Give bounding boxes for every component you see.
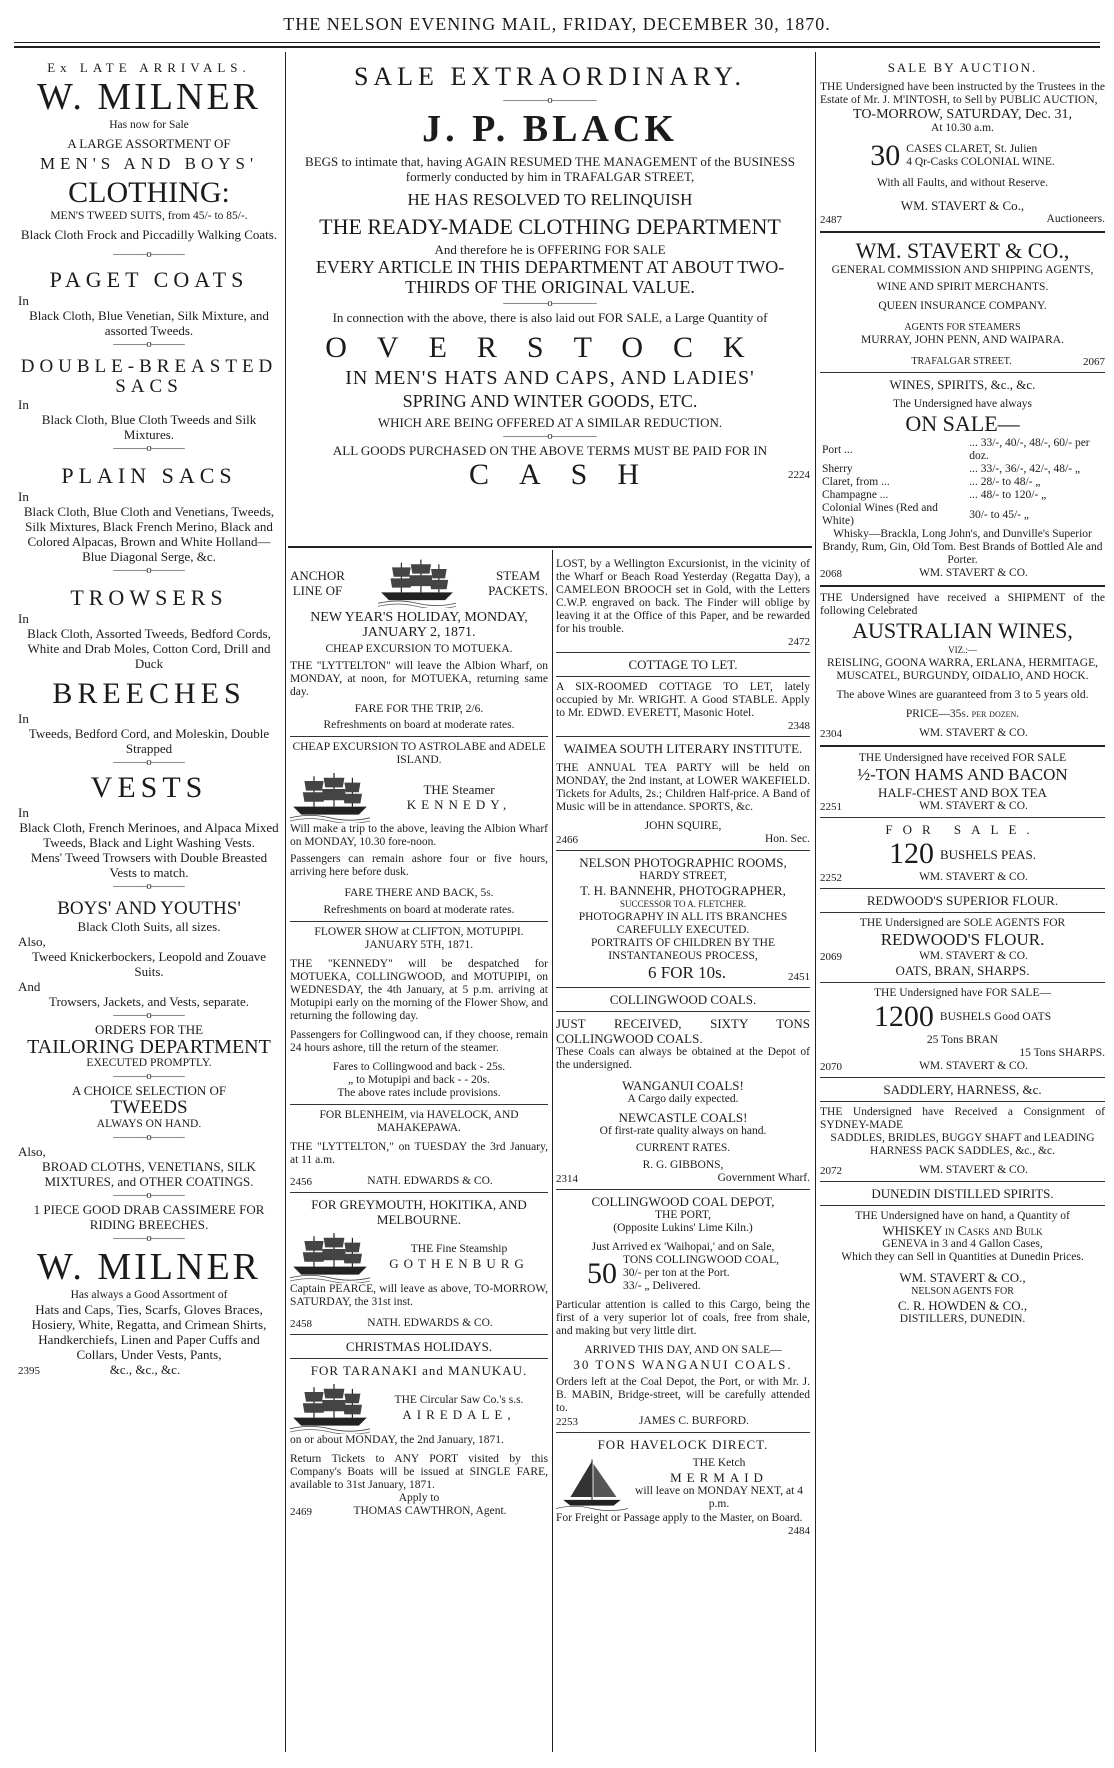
sale-by-auction: SALE BY AUCTION.	[887, 60, 1038, 75]
fare-text: FARE FOR THE TRIP, 2/6.	[354, 703, 484, 715]
ad-number: 2472	[788, 636, 810, 648]
separator: ———o———	[113, 564, 185, 576]
spring-winter-text: SPRING AND WINTER GOODS, ETC.	[402, 391, 698, 411]
portraits-text: PORTRAITS OF CHILDREN BY THE INSTANTANEOUS PROCESS,	[591, 937, 775, 962]
wine-name: Claret, from ...	[822, 476, 890, 488]
wine-name: Port ...	[822, 443, 853, 456]
apply-to: Apply to	[398, 1492, 440, 1504]
claret-cases: CASES CLARET, St. Julien	[906, 143, 1038, 155]
stavert-signature: WM. STAVERT & CO.,	[899, 1270, 1026, 1285]
thirty-number: 30	[870, 139, 901, 172]
table-row	[820, 476, 1105, 489]
ad-number: 2251	[820, 801, 842, 813]
lost-brooch-text: LOST, by a Wellington Excursionist, in the vicinity of the Wharf or Beach Road Yesterday (Regatta Day), a CAMELEON BROOCH set in Gold, with the Letters C.W.P. engraved on back. The Finder will oblige by leaving it at the Office of this Paper, and be rewarded for his trouble.	[556, 558, 810, 635]
separates-text: Trowsers, Jackets, and Vests, separate.	[48, 994, 250, 1009]
ad-number: 2456	[290, 1176, 312, 1188]
broad-cloths-text: BROAD CLOTHS, VENETIANS, SILK MIXTURES, and OTHER COATINGS.	[42, 1159, 256, 1189]
airedale-date: on or about MONDAY, the 2nd January, 1871.	[290, 1434, 504, 1446]
separator: ————o————	[503, 94, 597, 106]
always-text: The Undersigned have always	[893, 398, 1032, 410]
collingwood-passengers: Passengers for Collingwood can, if they choose, remain 24 hours ashore, till the return of the steamer.	[290, 1029, 548, 1054]
howden-name: C. R. HOWDEN & CO.,	[897, 1298, 1028, 1313]
in-label: In	[18, 711, 29, 726]
tweeds-heading: TWEEDS	[110, 1097, 188, 1118]
cottage-heading: COTTAGE TO LET.	[628, 657, 738, 672]
stavert-signature: WM. STAVERT & CO.	[919, 727, 1028, 739]
colonial-wine: 4 Qr-Casks COLONIAL WINE.	[906, 156, 1055, 168]
wine-name: Colonial Wines (Red and White)	[822, 502, 938, 527]
paget-coats-heading: PAGET COATS	[49, 267, 249, 292]
rates-provisions: The above rates include provisions.	[337, 1087, 501, 1099]
blenheim-heading: FOR BLENHEIM, via HAVELOCK, AND MAHAKEPAWA.	[319, 1109, 519, 1134]
hams-bacon: ½-TON HAMS AND BACON	[857, 765, 1068, 784]
refreshments-text: Refreshments on board at moderate rates.	[323, 719, 515, 731]
ad-number: 2068	[820, 568, 842, 580]
wine-spirit: WINE AND SPIRIT MERCHANTS.	[876, 281, 1049, 293]
wine-price: 30/- to 45/- „	[969, 508, 1029, 521]
line-of-label: LINE OF	[292, 583, 343, 598]
ad-number: 2304	[820, 728, 842, 740]
half-chest-tea: HALF-CHEST AND BOX TEA	[878, 785, 1047, 800]
black-name: J. P. BLACK	[422, 108, 678, 150]
price-delivered: 33/- „ Delivered.	[623, 1280, 701, 1292]
stavert-large-name: WM. STAVERT & CO.,	[855, 238, 1070, 263]
offering-text: And therefore he is OFFERING FOR SALE	[434, 242, 666, 257]
viz-label: VIZ.:—	[948, 645, 977, 655]
return-tickets: Return Tickets to ANY PORT visited by this Company's Boats will be issued at SINGLE FARE, available to 31st January, 1871.	[290, 1453, 548, 1491]
wanganui-coals: WANGANUI COALS!	[622, 1078, 744, 1093]
mermaid-name: MERMAID	[670, 1470, 768, 1485]
onetwenty-number: 120	[888, 837, 934, 870]
kennedy-name: KENNEDY,	[406, 797, 512, 812]
coals-obtained: These Coals can always be obtained at the Depot of the undersigned.	[556, 1046, 810, 1071]
milner-intro: Ex LATE ARRIVALS.	[47, 60, 251, 75]
ad-number: 2348	[788, 720, 810, 732]
six-for-ten: 6 FOR 10s.	[648, 963, 726, 982]
trowsers-heading: TROWSERS	[70, 585, 228, 610]
agent-signature: NATH. EDWARDS & CO.	[367, 1317, 493, 1329]
separator: ———o———	[113, 1232, 185, 1244]
cash-heading: CASH	[468, 458, 670, 491]
coal-depot-heading: COLLINGWOOD COAL DEPOT,	[591, 1194, 775, 1209]
column-rule-2	[815, 52, 816, 1752]
separator: ———o———	[113, 880, 185, 892]
bannehr-name: T. H. BANNEHR, PHOTOGRAPHER,	[580, 883, 786, 898]
milner-assortment: A LARGE ASSORTMENT OF	[67, 136, 231, 151]
burford-name: JAMES C. BURFORD.	[639, 1415, 749, 1427]
saddles-text: SADDLES, BRIDLES, BUGGY SHAFT and LEADING HARNESS PACK SADDLES, &c., &c.	[830, 1132, 1095, 1157]
tons-coal: TONS COLLINGWOOD COAL,	[623, 1254, 779, 1266]
overstock-heading: OVERSTOCK	[325, 331, 775, 364]
the-ketch: THE Ketch	[692, 1457, 746, 1469]
separator: ———o———	[113, 756, 185, 768]
ad-number: 2395	[18, 1365, 40, 1377]
ship-icon	[290, 1382, 370, 1434]
cheap-excursion: CHEAP EXCURSION TO MOTUEKA.	[325, 643, 513, 655]
john-squire: JOHN SQUIRE,	[644, 820, 722, 832]
refreshments-text-2: Refreshments on board at moderate rates.	[323, 904, 515, 916]
ad-number: 2458	[290, 1318, 312, 1330]
trafalgar-street: TRAFALGAR STREET.	[911, 356, 1012, 367]
separator: ————o————	[503, 430, 597, 442]
thirty-tons: 30 TONS WANGANUI COALS.	[573, 1357, 793, 1372]
separator: ———o———	[113, 1009, 185, 1021]
consignment-text: THE Undersigned have Received a Consignment of SYDNEY-MADE	[820, 1106, 1105, 1131]
miscellaneous-advertisements	[556, 558, 810, 1537]
milner-name-2: W. MILNER	[36, 1246, 262, 1288]
ship-icon	[290, 1231, 370, 1283]
has-always: Has always a Good Assortment of	[70, 1289, 228, 1301]
gothenburg-name: GOTHENBURG	[389, 1256, 529, 1271]
fifty-number: 50	[587, 1256, 617, 1290]
stavert-name: WM. STAVERT & Co.,	[900, 198, 1025, 213]
guaranteed-text: The above Wines are guaranteed from 3 to 5 years old.	[836, 689, 1089, 701]
redwoods-flour: REDWOOD'S FLOUR.	[880, 930, 1045, 949]
mermaid-leave: will leave on MONDAY NEXT, at 4 p.m.	[635, 1485, 803, 1510]
wine-name: Champagne ...	[822, 489, 889, 501]
in-label: In	[18, 397, 29, 412]
in-label: In	[18, 293, 29, 308]
ad-number: 2067	[1083, 356, 1105, 368]
column-rule-1	[285, 52, 286, 1752]
kennedy-despatch-text: THE "KENNEDY" will be despatched for MOTUEKA, COLLINGWOOD, and MOTUPIPI, on WEDNESDAY, the 4th January, at 5 p.m. arriving at Motupipi early on the morning of the Flower Show, and returning the following day.	[290, 958, 548, 1022]
agents-steamers: AGENTS FOR STEAMERS	[904, 322, 1021, 333]
orders-for-the: ORDERS FOR THE	[94, 1022, 204, 1037]
ad-number: 2252	[820, 872, 842, 884]
ship-icon	[378, 558, 456, 608]
also-label: Also,	[18, 1144, 46, 1159]
packets-label: PACKETS.	[488, 583, 548, 598]
shipping-advertisements	[290, 558, 548, 1518]
auction-instructed: THE Undersigned have been instructed by the Trustees in the Estate of Mr. J. M'INTOSH, to Sell by PUBLIC AUCTION,	[820, 81, 1105, 106]
milner-tweed-suits: MEN'S TWEED SUITS, from 45/- to 85/-.	[50, 210, 248, 222]
auction-time: At 10.30 a.m.	[931, 122, 994, 134]
vests-text: Black Cloth, French Merinoes, and Alpaca Mixed Tweeds, Black and Light Washing Vests.	[19, 820, 279, 850]
australian-wines: AUSTRALIAN WINES,	[852, 618, 1073, 643]
general-commission: GENERAL COMMISSION AND SHIPPING AGENTS,	[831, 264, 1094, 276]
photography-text: PHOTOGRAPHY IN ALL ITS BRANCHES CAREFULLY EXECUTED.	[578, 911, 788, 936]
every-article-text: EVERY ARTICLE IN THIS DEPARTMENT AT ABOUT TWO-THIRDS OF THE ORIGINAL VALUE.	[315, 257, 785, 297]
tons-bran: 25 Tons BRAN	[926, 1034, 999, 1046]
all-goods-text: ALL GOODS PURCHASED ON THE ABOVE TERMS MUST BE PAID FOR IN	[332, 443, 768, 458]
boys-youths-heading: BOYS' AND YOUTHS'	[57, 898, 241, 919]
dunedin-heading: DUNEDIN DISTILLED SPIRITS.	[871, 1186, 1054, 1201]
agent-signature: THOMAS CAWTHRON, Agent.	[353, 1505, 507, 1517]
in-label: In	[18, 611, 29, 626]
auction-date: TO-MORROW, SATURDAY, Dec. 31,	[853, 107, 1072, 122]
black-advertisement	[290, 60, 810, 544]
opposite-lime-kiln: (Opposite Lukins' Lime Kiln.)	[613, 1222, 753, 1234]
ketch-icon	[556, 1456, 628, 1512]
separator: ———o———	[113, 338, 185, 350]
current-rates: CURRENT RATES.	[635, 1142, 731, 1154]
separator: ———o———	[113, 1189, 185, 1201]
also-label: Also,	[18, 934, 46, 949]
government-wharf: Government Wharf.	[717, 1172, 810, 1184]
hams-intro: THE Undersigned have received FOR SALE	[858, 752, 1067, 764]
knickerbockers-text: Tweed Knickerbockers, Leopold and Zouave Suits.	[31, 949, 267, 979]
begs-text: BEGS to intimate that, having AGAIN RESUMED THE MANAGEMENT of the BUSINESS formerly conducted by him in TRAFALGAR STREET,	[305, 154, 795, 184]
masthead-rule-2	[14, 46, 1100, 48]
wine-price-table	[820, 437, 1105, 528]
oats-heading: OATS, BRAN, SHARPS.	[895, 963, 1030, 978]
saddlery-heading: SADDLERY, HARNESS, &c.	[883, 1082, 1042, 1097]
new-years-holiday: NEW YEAR'S HOLIDAY, MONDAY, JANUARY 2, 1871.	[310, 610, 528, 640]
in-label: In	[18, 489, 29, 504]
hon-sec: Hon. Sec.	[764, 833, 810, 845]
ready-made-department: THE READY-MADE CLOTHING DEPARTMENT	[319, 214, 781, 239]
quantity-text: THE Undersigned have on hand, a Quantity of	[855, 1210, 1070, 1222]
wine-price: ... 28/- to 48/- „	[969, 476, 1041, 488]
on-sale: ON SALE—	[905, 411, 1020, 436]
cargo-expected: A Cargo daily expected.	[627, 1093, 739, 1105]
stavert-advertisements	[820, 60, 1105, 1326]
whisky-text: Whisky—Brackla, Long John's, and Dunville's Superior Brandy, Rum, Gin, Old Tom. Best Brands of Bottled Ale and Porter.	[822, 528, 1103, 566]
distillers-dunedin: DISTILLERS, DUNEDIN.	[899, 1313, 1026, 1325]
whiskey-casks: WHISKEY in Casks and Bulk	[882, 1223, 1043, 1238]
breeches-text: Tweeds, Bedford Cord, and Moleskin, Double Strapped	[28, 726, 270, 756]
passengers-text: Passengers can remain ashore four or five hours, arriving here before dusk.	[290, 853, 548, 878]
all-faults: With all Faults, and without Reserve.	[876, 177, 1049, 189]
kennedy-trip-text: Will make a trip to the above, leaving the Albion Wharf on MONDAY, 10.30 fore-noon.	[290, 823, 548, 848]
christmas-heading: CHRISTMAS HOLIDAYS.	[345, 1339, 493, 1354]
taranaki-heading: FOR TARANAKI and MANUKAU.	[310, 1363, 528, 1378]
queen-insurance: QUEEN INSURANCE COMPANY.	[878, 300, 1047, 312]
cottage-text: A SIX-ROOMED COTTAGE TO LET, lately occupied by Mr. WRIGHT. A Good STABLE. Apply to Mr. EDWD. EVERETT, Masonic Hotel.	[556, 681, 810, 719]
orders-left: Orders left at the Coal Depot, the Port, or with Mr. J. B. MABIN, Bridge-street, will be carefully attended to.	[556, 1376, 810, 1414]
sale-extraordinary: SALE EXTRAORDINARY.	[353, 62, 747, 91]
gibbons-name: R. G. GIBBONS,	[642, 1159, 724, 1171]
freight-text: For Freight or Passage apply to the Master, on Board.	[556, 1512, 803, 1524]
wine-price: ... 33/-, 36/-, 42/-, 48/- „	[969, 463, 1081, 475]
table-row	[820, 502, 1105, 528]
tea-party-text: THE ANNUAL TEA PARTY will be held on MONDAY, the 2nd instant, at LOWER WAKEFIELD. Tickets for Adults, 2s.; Children Half-price. A Band of Music will be in attendance. SPORTS, &c.	[556, 762, 810, 813]
fare-there-back: FARE THERE AND BACK, 5s.	[344, 887, 494, 899]
fine-steamship: THE Fine Steamship	[410, 1243, 508, 1255]
similar-reduction-text: WHICH ARE BEING OFFERED AT A SIMILAR REDUCTION.	[377, 415, 723, 430]
milner-has-now: Has now for Sale	[109, 119, 189, 131]
photographic-rooms: NELSON PHOTOGRAPHIC ROOMS,	[579, 855, 787, 870]
ship-icon	[290, 771, 370, 823]
ad-number: 2487	[820, 214, 842, 226]
pearce-text: Captain PEARCE, will leave as above, TO-MORROW, SATURDAY, the 31st inst.	[290, 1283, 548, 1308]
stavert-signature: WM. STAVERT & CO.	[919, 567, 1028, 579]
circular-saw: THE Circular Saw Co.'s s.s.	[394, 1394, 524, 1406]
sole-agents: THE Undersigned are SOLE AGENTS FOR	[859, 917, 1066, 929]
stavert-signature: WM. STAVERT & CO.	[919, 950, 1028, 962]
and-label: And	[18, 979, 41, 994]
stavert-signature: WM. STAVERT & CO.	[919, 871, 1028, 883]
column-rule-3	[552, 550, 553, 1752]
wine-price: ... 33/-, 40/-, 48/-, 60/- per doz.	[969, 437, 1090, 462]
wine-price: ... 48/- to 120/- „	[969, 489, 1047, 501]
anchor-label: ANCHOR	[290, 568, 345, 583]
airedale-name: AIREDALE,	[402, 1407, 516, 1422]
waimea-heading: WAIMEA SOUTH LITERARY INSTITUTE.	[563, 741, 803, 756]
arrived-this-day: ARRIVED THIS DAY, AND ON SALE—	[584, 1344, 782, 1356]
black-bottom-rule	[288, 546, 812, 548]
for-sale-heading: FOR SALE.	[885, 822, 1040, 837]
just-received: JUST RECEIVED, SIXTY TONS COLLINGWOOD COALS.	[556, 1016, 810, 1046]
lyttelton-tuesday: THE "LYTTELTON," on TUESDAY the 3rd January, at 11 a.m.	[290, 1141, 548, 1166]
table-row	[820, 437, 1105, 463]
ad-number: 2070	[820, 1061, 842, 1073]
hardy-street: HARDY STREET,	[639, 870, 727, 882]
tons-sharps: 15 Tons SHARPS.	[1019, 1047, 1105, 1059]
bushels-peas: BUSHELS PEAS.	[939, 846, 1037, 862]
fares-motupipi: „ to Motupipi and back - - 20s.	[348, 1074, 490, 1086]
ad-number: 2466	[556, 834, 578, 846]
flower-show: FLOWER SHOW at CLIFTON, MOTUPIPI. JANUARY 5TH, 1871.	[314, 926, 524, 951]
ad-number: 2253	[556, 1416, 578, 1428]
stavert-signature: WM. STAVERT & CO.	[919, 1060, 1028, 1072]
bushels-oats: BUSHELS Good OATS	[939, 1010, 1052, 1023]
ad-number: 2314	[556, 1173, 578, 1185]
paget-coats-text: Black Cloth, Blue Venetian, Silk Mixture, and assorted Tweeds.	[29, 308, 269, 338]
masthead: THE NELSON EVENING MAIL, FRIDAY, DECEMBER 30, 1870.	[283, 14, 831, 34]
just-arrived: Just Arrived ex 'Waihopai,' and on Sale,	[591, 1241, 775, 1253]
murray-penn: MURRAY, JOHN PENN, AND WAIPARA.	[861, 334, 1064, 346]
separator: ———o———	[113, 1070, 185, 1082]
greymouth-heading: FOR GREYMOUTH, HOKITIKA, AND MELBOURNE.	[311, 1197, 527, 1227]
masthead-rule	[14, 42, 1100, 43]
resolved-text: HE HAS RESOLVED TO RELINQUISH	[407, 190, 693, 209]
particular-attention: Particular attention is called to this Cargo, being the first of a very superior lot of coals, free from shale, and making but very little dirt.	[556, 1299, 810, 1337]
milner-advertisement	[18, 60, 280, 1377]
price-text: PRICE—35s. per dozen.	[905, 708, 1020, 720]
boys-youths-text: Black Cloth Suits, all sizes.	[77, 919, 221, 934]
dunedin-prices: Which they can Sell in Quantities at Dunedin Prices.	[841, 1251, 1084, 1263]
ad-number: 2224	[788, 469, 810, 481]
successor-text: SUCCESSOR TO A. FLETCHER.	[620, 899, 746, 909]
price-port: 30/- per ton at the Port.	[623, 1267, 730, 1279]
agent-signature: NATH. EDWARDS & CO.	[367, 1175, 493, 1187]
auctioneers: Auctioneers.	[1046, 213, 1105, 225]
shipment-text: THE Undersigned have received a SHIPMENT of the following Celebrated	[820, 592, 1105, 617]
wines-spirits-heading: WINES, SPIRITS, &c., &c.	[889, 377, 1036, 392]
hats-text: Hats and Caps, Ties, Scarfs, Gloves Braces, Hosiery, White, Regatta, and Crimean Shirts, Handkerchiefs, Linen and Paper Cuffs and Collars, Under Vests, Pants,	[31, 1302, 267, 1362]
connection-text: In connection with the above, there is also laid out FOR SALE, a Large Quantity of	[332, 310, 768, 325]
stavert-signature: WM. STAVERT & CO.	[919, 800, 1028, 812]
plain-sacs-heading: PLAIN SACS	[61, 463, 237, 488]
double-breasted-text: Black Cloth, Blue Cloth Tweeds and Silk Mixtures.	[41, 412, 257, 442]
astrolabe-excursion: CHEAP EXCURSION TO ASTROLABE and ADELE ISLAND.	[292, 741, 546, 766]
fares-collingwood: Fares to Collingwood and back - 25s.	[332, 1061, 506, 1073]
collingwood-coals-heading: COLLINGWOOD COALS.	[609, 992, 757, 1007]
separator: ————o————	[503, 297, 597, 309]
double-breasted-heading: DOUBLE-BREASTED SACS	[20, 356, 278, 397]
table-row	[820, 489, 1105, 502]
nelson-agents: NELSON AGENTS FOR	[911, 1286, 1014, 1297]
cassimere-text: 1 PIECE GOOD DRAB CASSIMERE FOR RIDING BREECHES.	[33, 1202, 265, 1232]
in-label: In	[18, 805, 29, 820]
lyttelton-text: THE "LYTTELTON" will leave the Albion Wharf, on MONDAY, at noon, for MOTUEKA, returning same day.	[290, 660, 548, 698]
plain-sacs-text: Black Cloth, Blue Cloth and Venetians, Tweeds, Silk Mixtures, Black French Merino, Black and Colored Alpacas, Brown and White Holland—Blue Diagonal Serge, &c.	[23, 504, 275, 564]
table-row	[820, 463, 1105, 476]
tailoring-department: TAILORING DEPARTMENT	[27, 1036, 271, 1058]
vests-text-2: Mens' Tweed Trowsers with Double Breasted Vests to match.	[30, 850, 268, 880]
trowsers-text: Black Cloth, Assorted Tweeds, Bedford Cords, White and Drab Moles, Cotton Cord, Drill and Duck	[27, 626, 271, 671]
ad-number: 2072	[820, 1165, 842, 1177]
the-port: THE PORT,	[655, 1209, 711, 1221]
breeches-heading: BREECHES	[52, 677, 246, 710]
steamer-label: THE Steamer	[423, 782, 495, 797]
ad-number: 2069	[820, 951, 842, 963]
milner-mens-boys: MEN'S AND BOYS'	[39, 154, 259, 173]
milner-name: W. MILNER	[36, 76, 262, 118]
steam-label: STEAM	[496, 568, 541, 583]
geneva-cases: GENEVA in 3 and 4 Gallon Cases,	[882, 1238, 1043, 1250]
redwood-heading: REDWOOD'S SUPERIOR FLOUR.	[866, 893, 1059, 908]
separator: ———o———	[113, 1131, 185, 1143]
milner-clothing: CLOTHING:	[68, 176, 230, 209]
ad-number: 2469	[290, 1506, 312, 1518]
ad-number: 2451	[788, 971, 810, 983]
first-rate-quality: Of first-rate quality always on hand.	[599, 1125, 767, 1137]
always-on-hand: ALWAYS ON HAND.	[96, 1118, 202, 1130]
etc-text: &c., &c., &c.	[109, 1362, 181, 1377]
milner-frock-coats: Black Cloth Frock and Piccadilly Walking Coats.	[20, 227, 278, 242]
newcastle-coals: NEWCASTLE COALS!	[618, 1110, 748, 1125]
twelve-hundred-number: 1200	[873, 1000, 934, 1033]
stavert-signature: WM. STAVERT & CO.	[919, 1164, 1028, 1176]
choice-selection: A CHOICE SELECTION OF	[71, 1083, 227, 1098]
vests-heading: VESTS	[90, 771, 208, 804]
wine-name: Sherry	[822, 463, 853, 475]
ad-number: 2484	[788, 1525, 810, 1537]
oats-intro: THE Undersigned have FOR SALE—	[874, 987, 1051, 999]
wine-varieties: REISLING, GOONA WARRA, ERLANA, HERMITAGE, MUSCATEL, BURGUNDY, OIDALIO, AND HOCK.	[826, 657, 1099, 682]
separator: ———o———	[113, 248, 185, 260]
hats-caps-text: IN MEN'S HATS AND CAPS, AND LADIES'	[345, 367, 755, 389]
executed-promptly: EXECUTED PROMPTLY.	[86, 1057, 212, 1069]
havelock-heading: FOR HAVELOCK DIRECT.	[597, 1437, 769, 1452]
separator: ———o———	[113, 442, 185, 454]
